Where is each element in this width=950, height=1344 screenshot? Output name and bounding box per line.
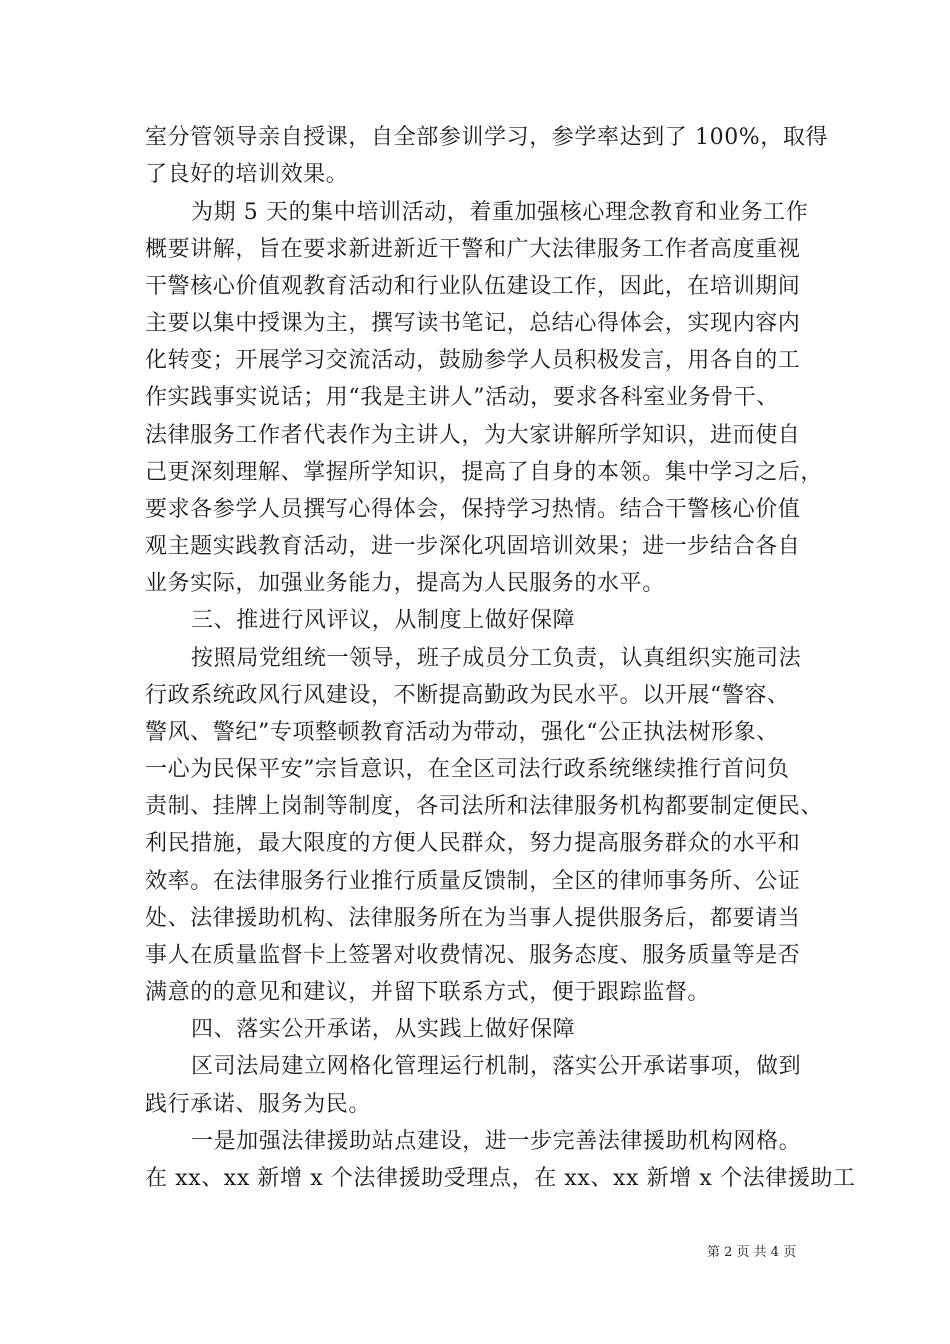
text-line: 要求各参学人员撰写心得体会，保持学习热情。结合干警核心价值 bbox=[145, 497, 801, 522]
text-line: 主要以集中授课为主，撰写读书笔记，总结心得体会，实现内容内 bbox=[145, 311, 801, 336]
page-number: 第 2 页 共 4 页 bbox=[707, 1245, 797, 1260]
text-line: 业务实际，加强业务能力，提高为人民服务的水平。 bbox=[145, 571, 665, 596]
text-line: 利民措施，最大限度的方便人民群众，努力提高服务群众的水平和 bbox=[145, 831, 801, 856]
text-line: 事人在质量监督卡上签署对收费情况、服务态度、服务质量等是否 bbox=[145, 943, 801, 968]
section-heading: 三、推进行风评议，从制度上做好保障 bbox=[191, 608, 576, 633]
paragraph-start: 一是加强法律援助站点建设，进一步完善法律援助机构网格。 bbox=[191, 1129, 802, 1154]
text-line: 作实践事实说话；用“我是主讲人”活动，要求各科室业务骨干、 bbox=[145, 385, 779, 410]
text-line: 概要讲解，旨在要求新进新近干警和广大法律服务工作者高度重视 bbox=[145, 237, 801, 262]
text-line: 效率。在法律服务行业推行质量反馈制，全区的律师事务所、公证 bbox=[145, 869, 801, 894]
text-line: 警风、警纪”专项整顿教育活动为带动，强化“公正执法树形象、 bbox=[145, 720, 779, 745]
text-line: 一心为民保平安”宗旨意识，在全区司法行政系统继续推行首问负 bbox=[145, 757, 790, 782]
text-line: 化转变；开展学习交流活动，鼓励参学人员积极发言，用各自的工 bbox=[145, 348, 801, 373]
text-line: 满意的的意见和建议，并留下联系方式，便于跟踪监督。 bbox=[145, 980, 711, 1005]
text-line: 行政系统政风行风建设，不断提高勤政为民水平。以开展“警容、 bbox=[145, 683, 790, 708]
paragraph-start: 为期 5 天的集中培训活动，着重加强核心理念教育和业务工作 bbox=[191, 200, 809, 225]
text-line: 法律服务工作者代表作为主讲人，为大家讲解所学知识，进而使自 bbox=[145, 423, 801, 448]
text-line: 践行承诺、服务为民。 bbox=[145, 1092, 372, 1117]
text-line: 责制、挂牌上岗制等制度，各司法所和法律服务机构都要制定便民、 bbox=[145, 794, 824, 819]
text-line: 处、法律援助机构、法律服务所在为当事人提供服务后，都要请当 bbox=[145, 906, 801, 931]
text-line: 室分管领导亲自授课，自全部参训学习，参学率达到了 100%，取得 bbox=[145, 125, 829, 150]
section-heading: 四、落实公开承诺，从实践上做好保障 bbox=[191, 1017, 576, 1042]
text-line: 己更深刻理解、掌握所学知识，提高了自身的本领。集中学习之后， bbox=[145, 460, 824, 485]
text-line: 干警核心价值观教育活动和行业队伍建设工作，因此，在培训期间 bbox=[145, 274, 801, 299]
paragraph-start: 按照局党组统一领导，班子成员分工负责，认真组织实施司法 bbox=[191, 646, 802, 671]
text-line: 在 xx、xx 新增 x 个法律援助受理点，在 xx、xx 新增 x 个法律援助工 bbox=[145, 1166, 856, 1191]
text-line: 观主题实践教育活动，进一步深化巩固培训效果；进一步结合各自 bbox=[145, 534, 801, 559]
paragraph-start: 区司法局建立网格化管理运行机制，落实公开承诺事项，做到 bbox=[191, 1054, 802, 1079]
text-line: 了良好的培训效果。 bbox=[145, 162, 349, 187]
